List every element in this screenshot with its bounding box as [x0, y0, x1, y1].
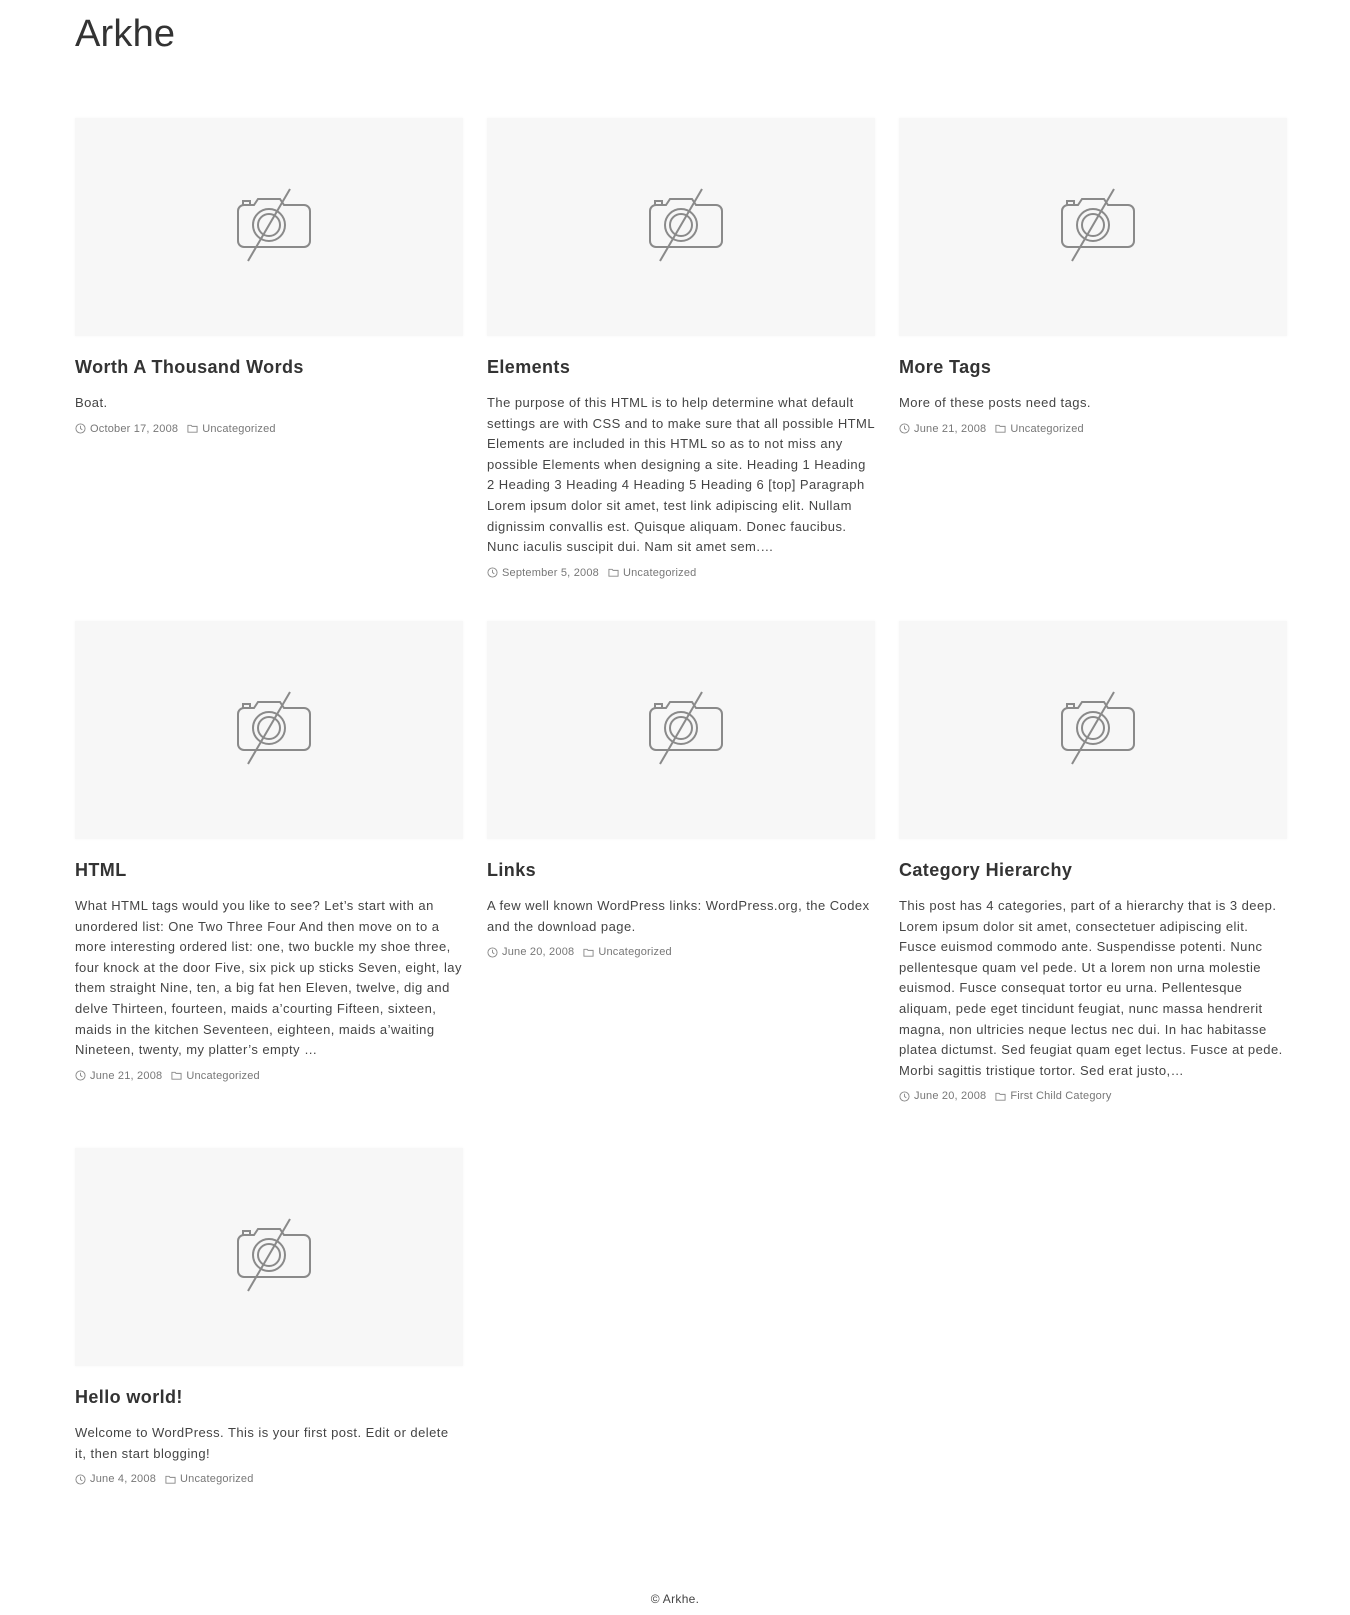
post-date-text: June 4, 2008 — [90, 1473, 157, 1486]
post-date — [75, 422, 178, 436]
post-card — [75, 1148, 463, 1486]
post-date-text: September 5, 2008 — [502, 566, 599, 579]
post-thumbnail[interactable] — [487, 621, 875, 839]
post-date-text: June 20, 2008 — [914, 1090, 987, 1103]
folder-icon — [165, 1474, 176, 1485]
post-category — [583, 945, 672, 959]
site-title[interactable]: Arkhe — [75, 13, 176, 55]
folder-icon — [171, 1070, 182, 1081]
post-meta — [75, 1069, 463, 1083]
post-category-link[interactable]: First Child Category — [1010, 1090, 1112, 1103]
post-date — [487, 566, 599, 580]
post-date-text: June 21, 2008 — [914, 422, 987, 435]
post-card — [487, 621, 875, 1148]
folder-icon — [608, 567, 619, 578]
post-excerpt: Boat. — [75, 395, 108, 410]
post-meta — [75, 1472, 463, 1486]
post-card — [75, 621, 463, 1148]
post-category — [995, 422, 1084, 436]
post-meta — [487, 945, 875, 959]
post-date-text: June 20, 2008 — [502, 946, 575, 959]
post-category — [165, 1472, 254, 1486]
post-date-text: June 21, 2008 — [90, 1069, 163, 1082]
no-image-camera-icon — [1048, 690, 1138, 770]
post-category-link[interactable]: Uncategorized — [186, 1069, 260, 1082]
post-category-link[interactable]: Uncategorized — [622, 566, 697, 579]
post-category — [995, 1089, 1111, 1103]
no-image-camera-icon — [636, 187, 726, 267]
post-category-link[interactable]: Uncategorized — [598, 946, 672, 959]
post-title[interactable]: Worth A Thousand Words — [75, 357, 304, 377]
post-thumbnail[interactable] — [899, 621, 1287, 839]
folder-icon — [187, 423, 198, 434]
clock-icon — [899, 423, 910, 434]
no-image-camera-icon — [1048, 187, 1138, 267]
copyright-text: © Arkhe. — [650, 1592, 700, 1606]
site-footer — [0, 1592, 1350, 1606]
no-image-camera-icon — [224, 690, 314, 770]
folder-icon — [995, 423, 1006, 434]
post-card — [75, 118, 463, 621]
post-excerpt: Welcome to WordPress. This is your first post. Edit or delete it, then start blogging! — [75, 1425, 449, 1461]
post-card — [899, 118, 1287, 621]
post-date — [899, 1089, 986, 1103]
folder-icon — [995, 1091, 1006, 1102]
post-date — [75, 1069, 162, 1083]
post-thumbnail[interactable] — [487, 118, 875, 336]
post-excerpt: What HTML tags would you like to see? Let’s start with an unordered list: One Two Three Four And then move on to a more interesting ordered list: one, two buckle my shoe three, four knock at the door Five, six pick up sticks Seven, eight, lay them straight Nine, ten, a big fat hen Eleven, twelve, dig and delve Thirteen, fourteen, maids a’courting Fifteen, sixteen, maids in the kitchen Seventeen, eighteen, maids a’waiting Nineteen, twenty, my platter’s empty … — [75, 898, 462, 1058]
post-date — [75, 1472, 156, 1486]
site-header — [75, 12, 175, 56]
post-title[interactable]: HTML — [75, 860, 127, 880]
post-category — [187, 422, 276, 436]
post-excerpt: More of these posts need tags. — [899, 395, 1091, 410]
post-title[interactable]: Hello world! — [75, 1387, 183, 1407]
post-thumbnail[interactable] — [75, 621, 463, 839]
post-thumbnail[interactable] — [899, 118, 1287, 336]
folder-icon — [583, 947, 594, 958]
post-title[interactable]: Elements — [487, 357, 571, 377]
post-thumbnail[interactable] — [75, 1148, 463, 1366]
post-title[interactable]: Category Hierarchy — [899, 860, 1073, 880]
post-category-link[interactable]: Uncategorized — [1010, 422, 1084, 435]
no-image-camera-icon — [224, 1217, 314, 1297]
post-date-text: October 17, 2008 — [90, 422, 179, 435]
post-card — [487, 118, 875, 621]
post-title[interactable]: Links — [487, 860, 537, 880]
post-meta — [899, 422, 1287, 436]
clock-icon — [487, 947, 498, 958]
clock-icon — [75, 1070, 86, 1081]
no-image-camera-icon — [224, 187, 314, 267]
clock-icon — [487, 567, 498, 578]
post-date — [487, 945, 574, 959]
post-excerpt: The purpose of this HTML is to help determine what default settings are with CSS and to make sure that all possible HTML Elements are included in this HTML so as to not miss any possible Elements when designing a site. Heading 1 Heading 2 Heading 3 Heading 4 Heading 5 Heading 6 [top] Paragraph Lorem ipsum dolor sit amet, test link adipiscing elit. Nullam dignissim convallis est. Quisque aliquam. Donec faucibus. Nunc iaculis suscipit dui. Nam sit amet sem.… — [487, 395, 875, 555]
post-grid — [75, 118, 1287, 1486]
post-thumbnail[interactable] — [75, 118, 463, 336]
clock-icon — [899, 1091, 910, 1102]
post-category — [171, 1069, 260, 1083]
post-card — [899, 621, 1287, 1148]
post-category — [608, 566, 697, 580]
post-category-link[interactable]: Uncategorized — [180, 1473, 254, 1486]
post-excerpt: A few well known WordPress links: WordPress.org, the Codex and the download page. — [487, 898, 870, 934]
clock-icon — [75, 423, 86, 434]
post-category-link[interactable]: Uncategorized — [202, 422, 276, 435]
post-excerpt: This post has 4 categories, part of a hierarchy that is 3 deep. Lorem ipsum dolor sit amet, consectetuer adipiscing elit. Fusce euismod commodo ante. Suspendisse potenti. Nunc pellentesque quam vel pede. Ut a lorem non urna molestie euismod. Fusce consequat tortor eu urna. Pellentesque aliquam, pede eget tincidunt feugiat, nunc massa hendrerit magna, non ultricies neque lectus nec dui. In hac habitasse platea dictumst. Sed feugiat quam eget lectus. Fusce at pede. Morbi sagittis tristique tortor. Sed erat justo,… — [899, 898, 1283, 1078]
no-image-camera-icon — [636, 690, 726, 770]
clock-icon — [75, 1474, 86, 1485]
post-meta — [75, 422, 463, 436]
post-date — [899, 422, 986, 436]
post-meta — [899, 1089, 1287, 1103]
post-title[interactable]: More Tags — [899, 357, 992, 377]
post-meta — [487, 566, 875, 580]
